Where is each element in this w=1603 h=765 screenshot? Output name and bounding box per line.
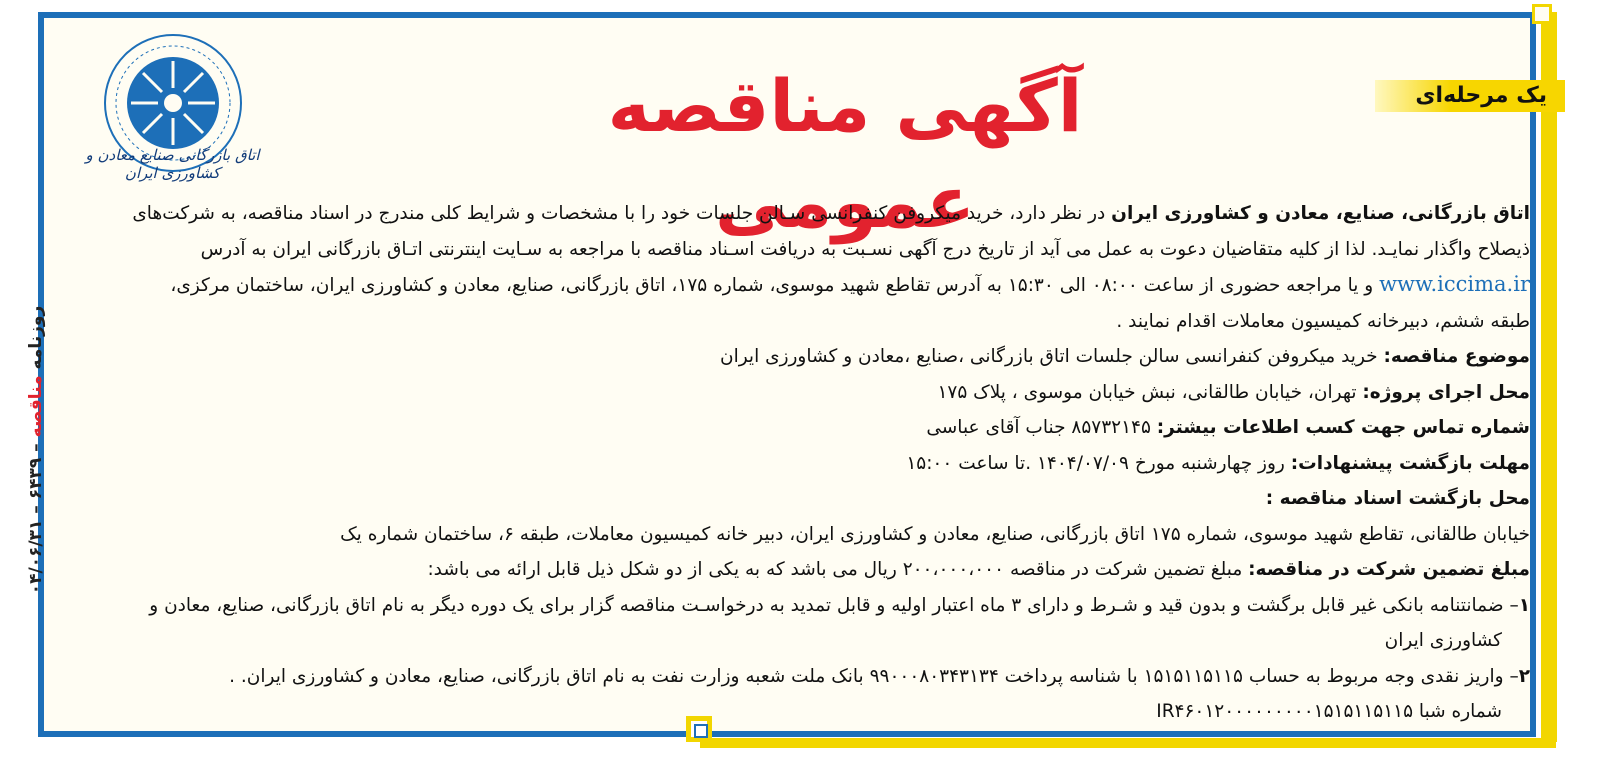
side-issue: – ۶۴۳۹ – ۰۴/۰۶/۳۱ — [26, 443, 46, 595]
ad-title: آگهی مناقصه عمومی — [607, 64, 1083, 244]
intro-line-2: ذیصلاح واگذار نمایـد. لذا از کلیه متقاضیان دعوت به عمل می آید از تاریخ درج آگهی نسـبت به دریافت اسـناد مناقصه با مراجعه به سـایت اینترنتی اتـاق بازرگانی ایران به آدرس — [200, 238, 1530, 260]
intro-line-1: اتاق بازرگانی، صنایع، معادن و کشاورزی ایران در نظر دارد، خرید میکروفن کنفرانسی سـالن جلسات خود را با مشخصات و شرایط کلی مندرج در اسناد مناقصه، به شرکت‌های — [132, 203, 1530, 224]
website-link[interactable]: www.iccima.ir — [1379, 272, 1530, 296]
newspaper-side-strip — [16, 305, 56, 605]
item-2-iban: شماره شبا IR۴۶۰۱۲۰۰۰۰۰۰۰۰۰۱۵۱۵۱۱۵۱۱۵ — [1156, 701, 1502, 722]
intro-line-4: طبقه ششم، دبیرخانه کمیسیون معاملات اقدام نمایند . — [1116, 310, 1530, 332]
side-prefix: روزنامه — [26, 305, 46, 370]
field-deadline: مهلت بازگشت پیشنهادات: روز چهارشنبه مورخ ۱۴۰۴/۰۷/۰۹ .تا ساعت ۱۵:۰۰ — [906, 452, 1530, 474]
field-location: محل اجرای پروژه: تهران، خیابان طالقانی، نبش خیابان موسوی ، پلاک ۱۷۵ — [937, 381, 1530, 403]
intro-org: اتاق بازرگانی، صنایع، معادن و کشاورزی ایران — [1111, 203, 1530, 224]
field-subject: موضوع مناقصه: خرید میکروفن کنفرانسی سالن جلسات اتاق بازرگانی ،صنایع ،معادن و کشاورزی ایران — [719, 346, 1530, 367]
ad-body — [70, 196, 1530, 730]
field-contact: شماره تماس جهت کسب اطلاعات بیشتر: ۸۵۷۳۲۱۴۵ جناب آقای عباسی — [926, 417, 1530, 438]
item-1: ۱– ضمانتنامه بانکی غیر قابل برگشت و بدون قید و شـرط و دارای ۳ ماه اعتبار اولیه و قابل تمدید به درخواسـت مناقصه گزار برای یک دوره دیگر به نام اتاق بازرگانی، صنایع، معادن و — [149, 594, 1530, 616]
item-2: ۲– واریز نقدی وجه مربوط به حساب ۱۵۱۵۱۱۵۱۱۵ با شناسه پرداخت ۹۹۰۰۰۸۰۳۴۳۱۳۴ بانک ملت شعبه وزارت نفت به نام اتاق بازرگانی، صنایع، معادن و کشاورزی ایران. . — [229, 665, 1530, 687]
side-brand: مناقصه — [26, 375, 46, 438]
right-accent-bar — [1541, 12, 1557, 742]
logo-caption: اتاق بازرگانی صنایع معادن و کشاورزی ایران — [85, 146, 260, 182]
corner-ornament — [1532, 4, 1552, 24]
field-return-place: محل بازگشت اسناد مناقصه : — [1265, 488, 1530, 509]
bottom-accent-bar — [700, 738, 1556, 748]
intro-line-3: www.iccima.ir و یا مراجعه حضوری از ساعت ۰۸:۰۰ الی ۱۵:۳۰ به آدرس تقاطع شهید موسوی، شماره ۱۷۵، اتاق بازرگانی، صنایع، معادن و کشاورزی ایران، ساختمان مرکزی، — [170, 272, 1530, 296]
guarantee-line: مبلغ تضمین شرکت در مناقصه: مبلغ تضمین شرکت در مناقصه ۲۰۰،۰۰۰،۰۰۰ ریال می باشد که به یکی از دو شکل ذیل قابل ارائه می باشد: — [427, 559, 1530, 580]
single-stage-tag: یک مرحله‌ای — [1375, 80, 1565, 112]
return-address: خیابان طالقانی، تقاطع شهید موسوی، شماره ۱۷۵ اتاق بازرگانی، صنایع، معادن و کشاورزی ایران، دبیر خانه کمیسیون معاملات، طبقه ۶، ساختمان شماره یک — [340, 523, 1530, 545]
item-1-cont: کشاورزی ایران — [1384, 630, 1502, 651]
